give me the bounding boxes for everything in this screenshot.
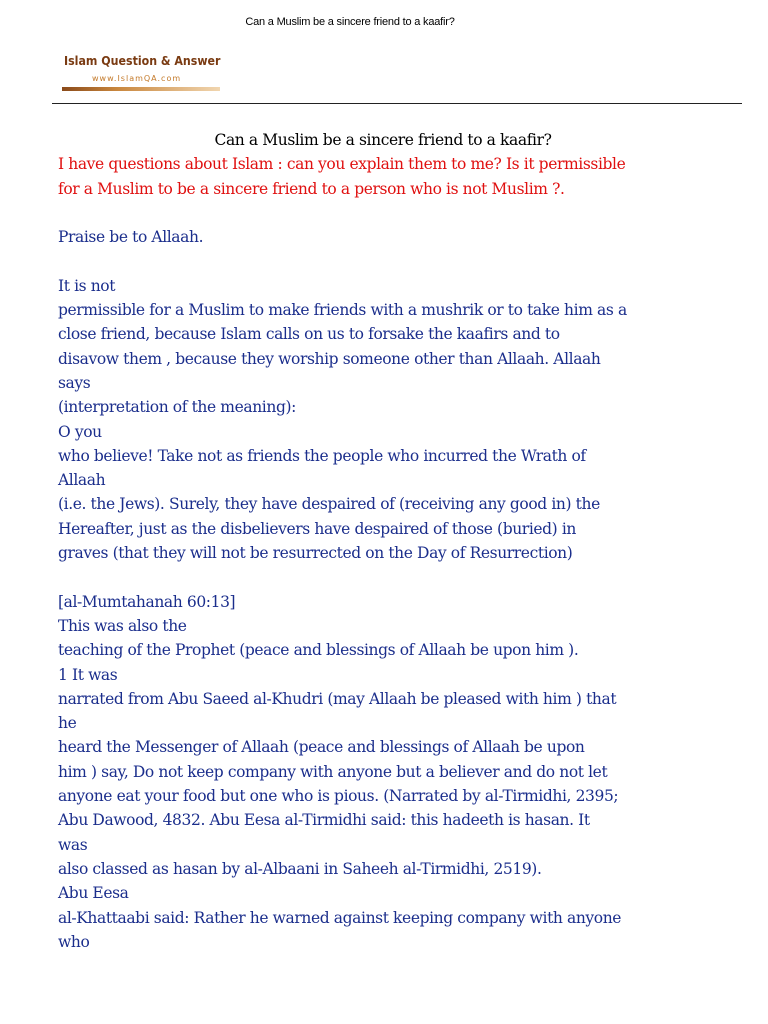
answer-text <box>58 201 708 954</box>
answer-line: close friend, because Islam calls on us to forsake the kaafirs and to <box>58 325 560 344</box>
answer-line: (interpretation of the meaning): <box>58 398 296 417</box>
answer-line: Hereafter, just as the disbelievers have despaired of those (buried) in <box>58 519 576 538</box>
answer-line: It is not <box>58 276 116 295</box>
answer-line: 1 It was <box>58 665 118 684</box>
answer-line: Abu Eesa <box>58 884 129 903</box>
answer-line: heard the Messenger of Allaah (peace and blessings of Allaah be upon <box>58 738 585 757</box>
answer-line: him ) say, Do not keep company with anyone but a believer and do not let <box>58 762 608 781</box>
document-body <box>58 128 708 954</box>
question-line: for a Muslim to be a sincere friend to a person who is not Muslim ?. <box>58 179 565 198</box>
answer-line: O you <box>58 422 102 441</box>
answer-line <box>58 565 708 589</box>
answer-line: who <box>58 932 90 951</box>
question-line: I have questions about Islam : can you explain them to me? Is it permissible <box>58 155 626 174</box>
answer-line: al-Khattaabi said: Rather he warned against keeping company with anyone <box>58 908 622 927</box>
answer-line: Abu Dawood, 4832. Abu Eesa al-Tirmidhi said: this hadeeth is hasan. It <box>58 811 590 830</box>
answer-line: Praise be to Allaah. <box>58 228 204 247</box>
header-divider <box>52 103 742 104</box>
question-text <box>58 152 708 201</box>
answer-line: permissible for a Muslim to make friends with a mushrik or to take him as a <box>58 301 627 320</box>
answer-line: Allaah <box>58 471 106 490</box>
logo-url: www.IslamQA.com <box>92 74 182 83</box>
answer-line: anyone eat your food but one who is pious. (Narrated by al-Tirmidhi, 2395; <box>58 787 619 806</box>
answer-line: says <box>58 373 91 392</box>
answer-line: narrated from Abu Saeed al-Khudri (may Allaah be pleased with him ) that <box>58 689 617 708</box>
answer-line: also classed as hasan by al-Albaani in Saheeh al-Tirmidhi, 2519). <box>58 859 542 878</box>
answer-line: [al-Mumtahanah 60:13] <box>58 592 236 611</box>
logo-underline-bar <box>62 87 220 91</box>
answer-line <box>58 249 708 273</box>
answer-line: teaching of the Prophet (peace and blessings of Allaah be upon him ). <box>58 641 579 660</box>
answer-line: was <box>58 835 88 854</box>
answer-line: graves (that they will not be resurrected on the Day of Resurrection) <box>58 544 573 563</box>
answer-line: disavow them , because they worship someone other than Allaah. Allaah <box>58 349 601 368</box>
site-logo[interactable] <box>62 54 222 96</box>
answer-line: he <box>58 714 77 733</box>
answer-line <box>58 201 708 225</box>
running-header-title: Can a Muslim be a sincere friend to a kaafir? <box>245 16 455 28</box>
answer-line: who believe! Take not as friends the people who incurred the Wrath of <box>58 446 586 465</box>
answer-line: This was also the <box>58 616 187 635</box>
question-title: Can a Muslim be a sincere friend to a kaafir? <box>214 131 552 149</box>
logo-title: Islam Question & Answer <box>64 54 221 68</box>
answer-line: (i.e. the Jews). Surely, they have despaired of (receiving any good in) the <box>58 495 600 514</box>
